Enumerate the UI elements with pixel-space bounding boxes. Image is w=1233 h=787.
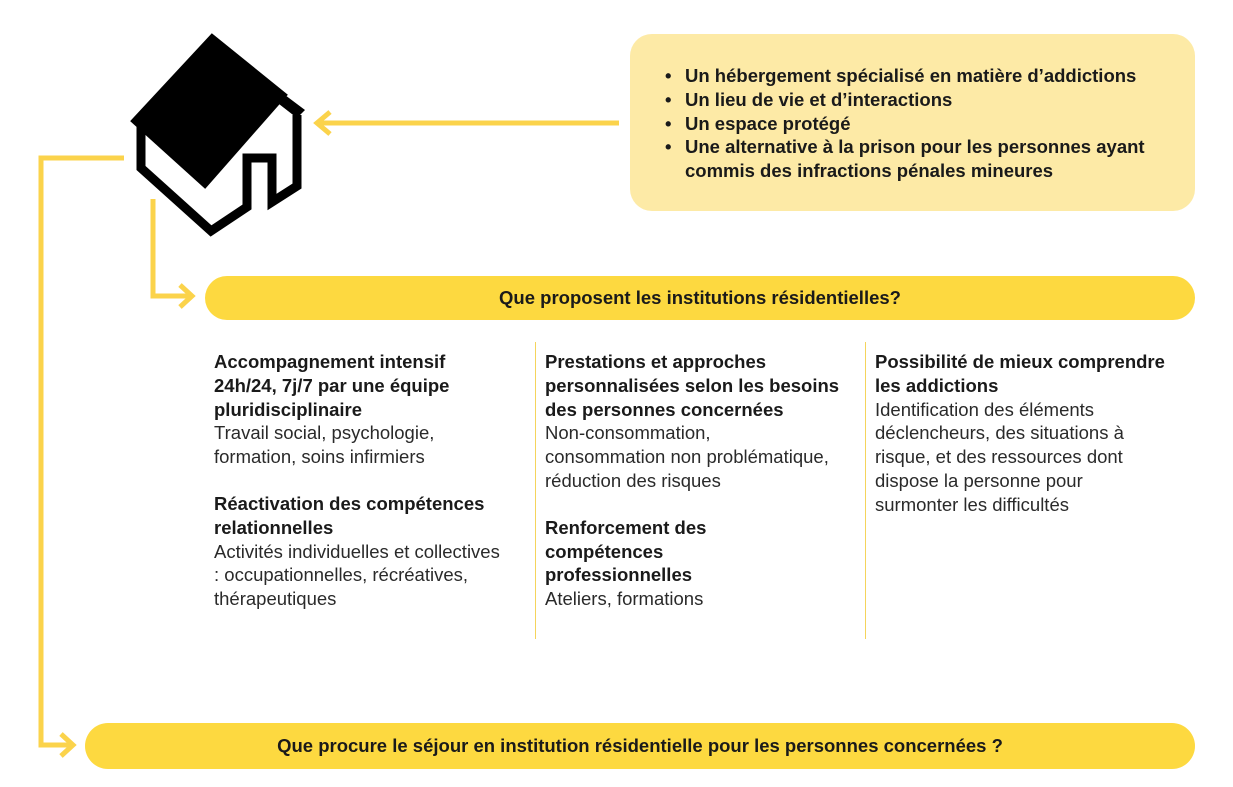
benefit-item: • Un lieu de vie et d’interactions [663,88,1175,112]
column-2 [545,350,855,634]
benefit-item: • Une alternative à la prison pour les personnes ayant commis des infractions pénales mineures [663,135,1165,183]
offer-block [214,492,524,611]
question-outcomes-banner [85,723,1195,769]
question-offerings-text: Que proposent les institutions résidentielles? [499,287,901,308]
benefit-item: • Un espace protégé [663,112,1175,136]
benefits-box [630,34,1195,211]
column-3 [875,350,1185,540]
column-1 [214,350,524,634]
offer-block [214,350,524,469]
arrow-right-icon [153,199,192,307]
offer-title: Réactivation des compétences relationnelles [214,492,485,538]
offer-description: Ateliers, formations [545,588,704,610]
offer-title: Renforcement des compétences professionnelles [545,516,707,586]
arrow-left-icon [317,112,619,134]
column-divider [865,342,866,639]
question-offerings-banner [205,276,1195,320]
house-icon [133,36,305,231]
offer-block [545,350,855,493]
offer-description: Activités individuelles et collectives : occupationnelles, récréatives, thérapeutiques [214,540,500,610]
arrow-right-icon [41,158,124,756]
offer-title: Accompagnement intensif 24h/24, 7j/7 par une équipe pluridisciplinaire [214,351,450,420]
benefit-item: • Un hébergement spécialisé en matière d’addictions [663,64,1175,88]
offer-description: Identification des éléments déclencheurs, des situations à risque, et des ressources dont dispose la personne pour surmonter les difficultés [875,398,1124,515]
offer-title: Prestations et approches personnalisées selon les besoins des personnes concernées [545,351,840,420]
offer-title: Possibilité de mieux comprendre les addictions [875,351,1165,396]
question-outcomes-text: Que procure le séjour en institution résidentielle pour les personnes concernées ? [277,735,1003,756]
offer-description: Non-consommation, consommation non problématique, réduction des risques [545,422,829,491]
offer-block [545,516,855,611]
offer-description: Travail social, psychologie, formation, soins infirmiers [214,422,435,468]
benefits-list [663,64,1175,183]
column-divider [535,342,536,639]
offer-block [875,350,1185,517]
